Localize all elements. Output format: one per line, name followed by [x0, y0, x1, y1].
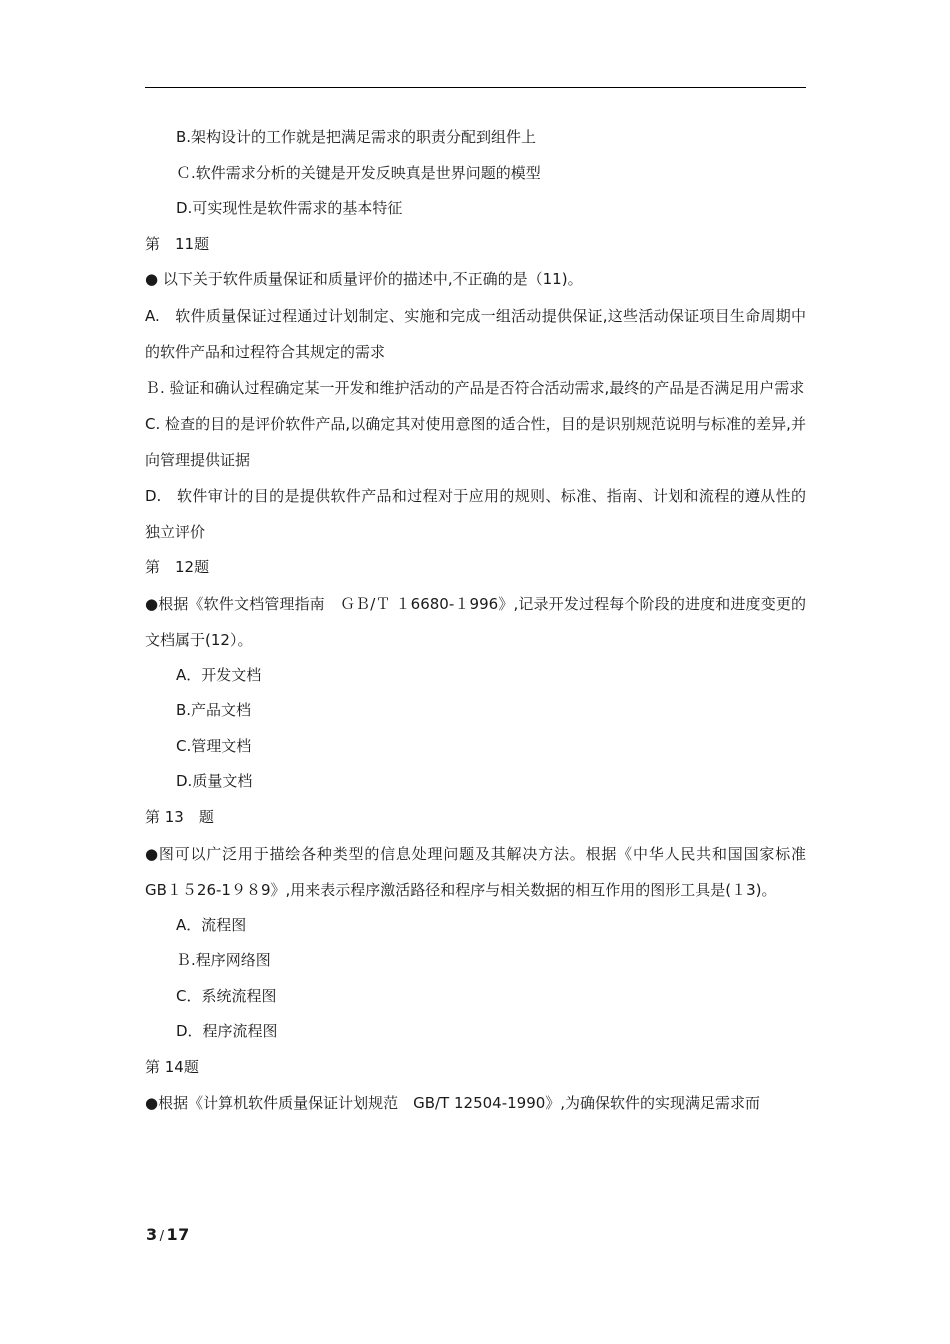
- page-current: 3: [146, 1225, 158, 1244]
- question-11-stem: ● 以下关于软件质量保证和质量评价的描述中,不正确的是（11)。: [145, 270, 583, 289]
- question-13-option-a: A．流程图: [176, 915, 247, 934]
- question-13-option-c: C．系统流程图: [176, 986, 277, 1005]
- question-12-heading: 第 12题: [145, 557, 210, 576]
- question-11-option-d: D. 软件审计的目的是提供软件产品和过程对于应用的规则、标准、指南、计划和流程的遵从性的独立评价: [145, 486, 806, 541]
- option-c-requirements-analysis: Ｃ.软件需求分析的关键是开发反映真是世界问题的模型: [176, 163, 541, 182]
- header-rule: [145, 87, 806, 88]
- question-12-option-d: D.质量文档: [176, 772, 253, 791]
- page-total: 17: [166, 1225, 190, 1244]
- question-13-option-b: Ｂ.程序网络图: [176, 951, 271, 970]
- question-12-stem: ●根据《软件文档管理指南 ＧＢ/Ｔ １6680-１996》,记录开发过程每个阶段的进度和进度变更的文档属于(12）。: [145, 594, 806, 649]
- question-14-heading: 第 14题: [145, 1057, 199, 1076]
- question-11-option-a: A. 软件质量保证过程通过计划制定、实施和完成一组活动提供保证,这些活动保证项目生命周期中的软件产品和过程符合其规定的需求: [145, 306, 806, 361]
- document-body: [145, 120, 822, 1121]
- question-13-heading: 第 13 题: [145, 807, 214, 826]
- question-12-option-c: C.管理文档: [176, 736, 252, 755]
- page-separator: /: [159, 1229, 165, 1244]
- question-11-heading: 第 11题: [145, 234, 210, 253]
- question-12-option-b: B.产品文档: [176, 701, 252, 720]
- option-d-feasibility: D.可实现性是软件需求的基本特征: [176, 199, 403, 218]
- question-13-option-d: D．程序流程图: [176, 1022, 278, 1041]
- option-b-architecture: B.架构设计的工作就是把满足需求的职责分配到组件上: [176, 128, 537, 146]
- question-13-stem: ●图可以广泛用于描绘各种类型的信息处理问题及其解决方法。根据《中华人民共和国国家标准 GB１５26-1９８9》,用来表示程序激活路径和程序与相关数据的相互作用的图形工具是(１3)。: [145, 844, 822, 899]
- page-number: [146, 1225, 190, 1244]
- question-12-option-a: A．开发文档: [176, 665, 262, 684]
- question-11-option-b: Ｂ. 验证和确认过程确定某一开发和维护活动的产品是否符合活动需求,最终的产品是否满足用户需求: [145, 378, 805, 397]
- question-11-option-c: C. 检查的目的是评价软件产品,以确定其对使用意图的适合性，目的是识别规范说明与标准的差异,并向管理提供证据: [145, 414, 806, 469]
- question-14-stem: ●根据《计算机软件质量保证计划规范 GB/T 12504-1990》,为确保软件的实现满足需求而: [145, 1093, 761, 1112]
